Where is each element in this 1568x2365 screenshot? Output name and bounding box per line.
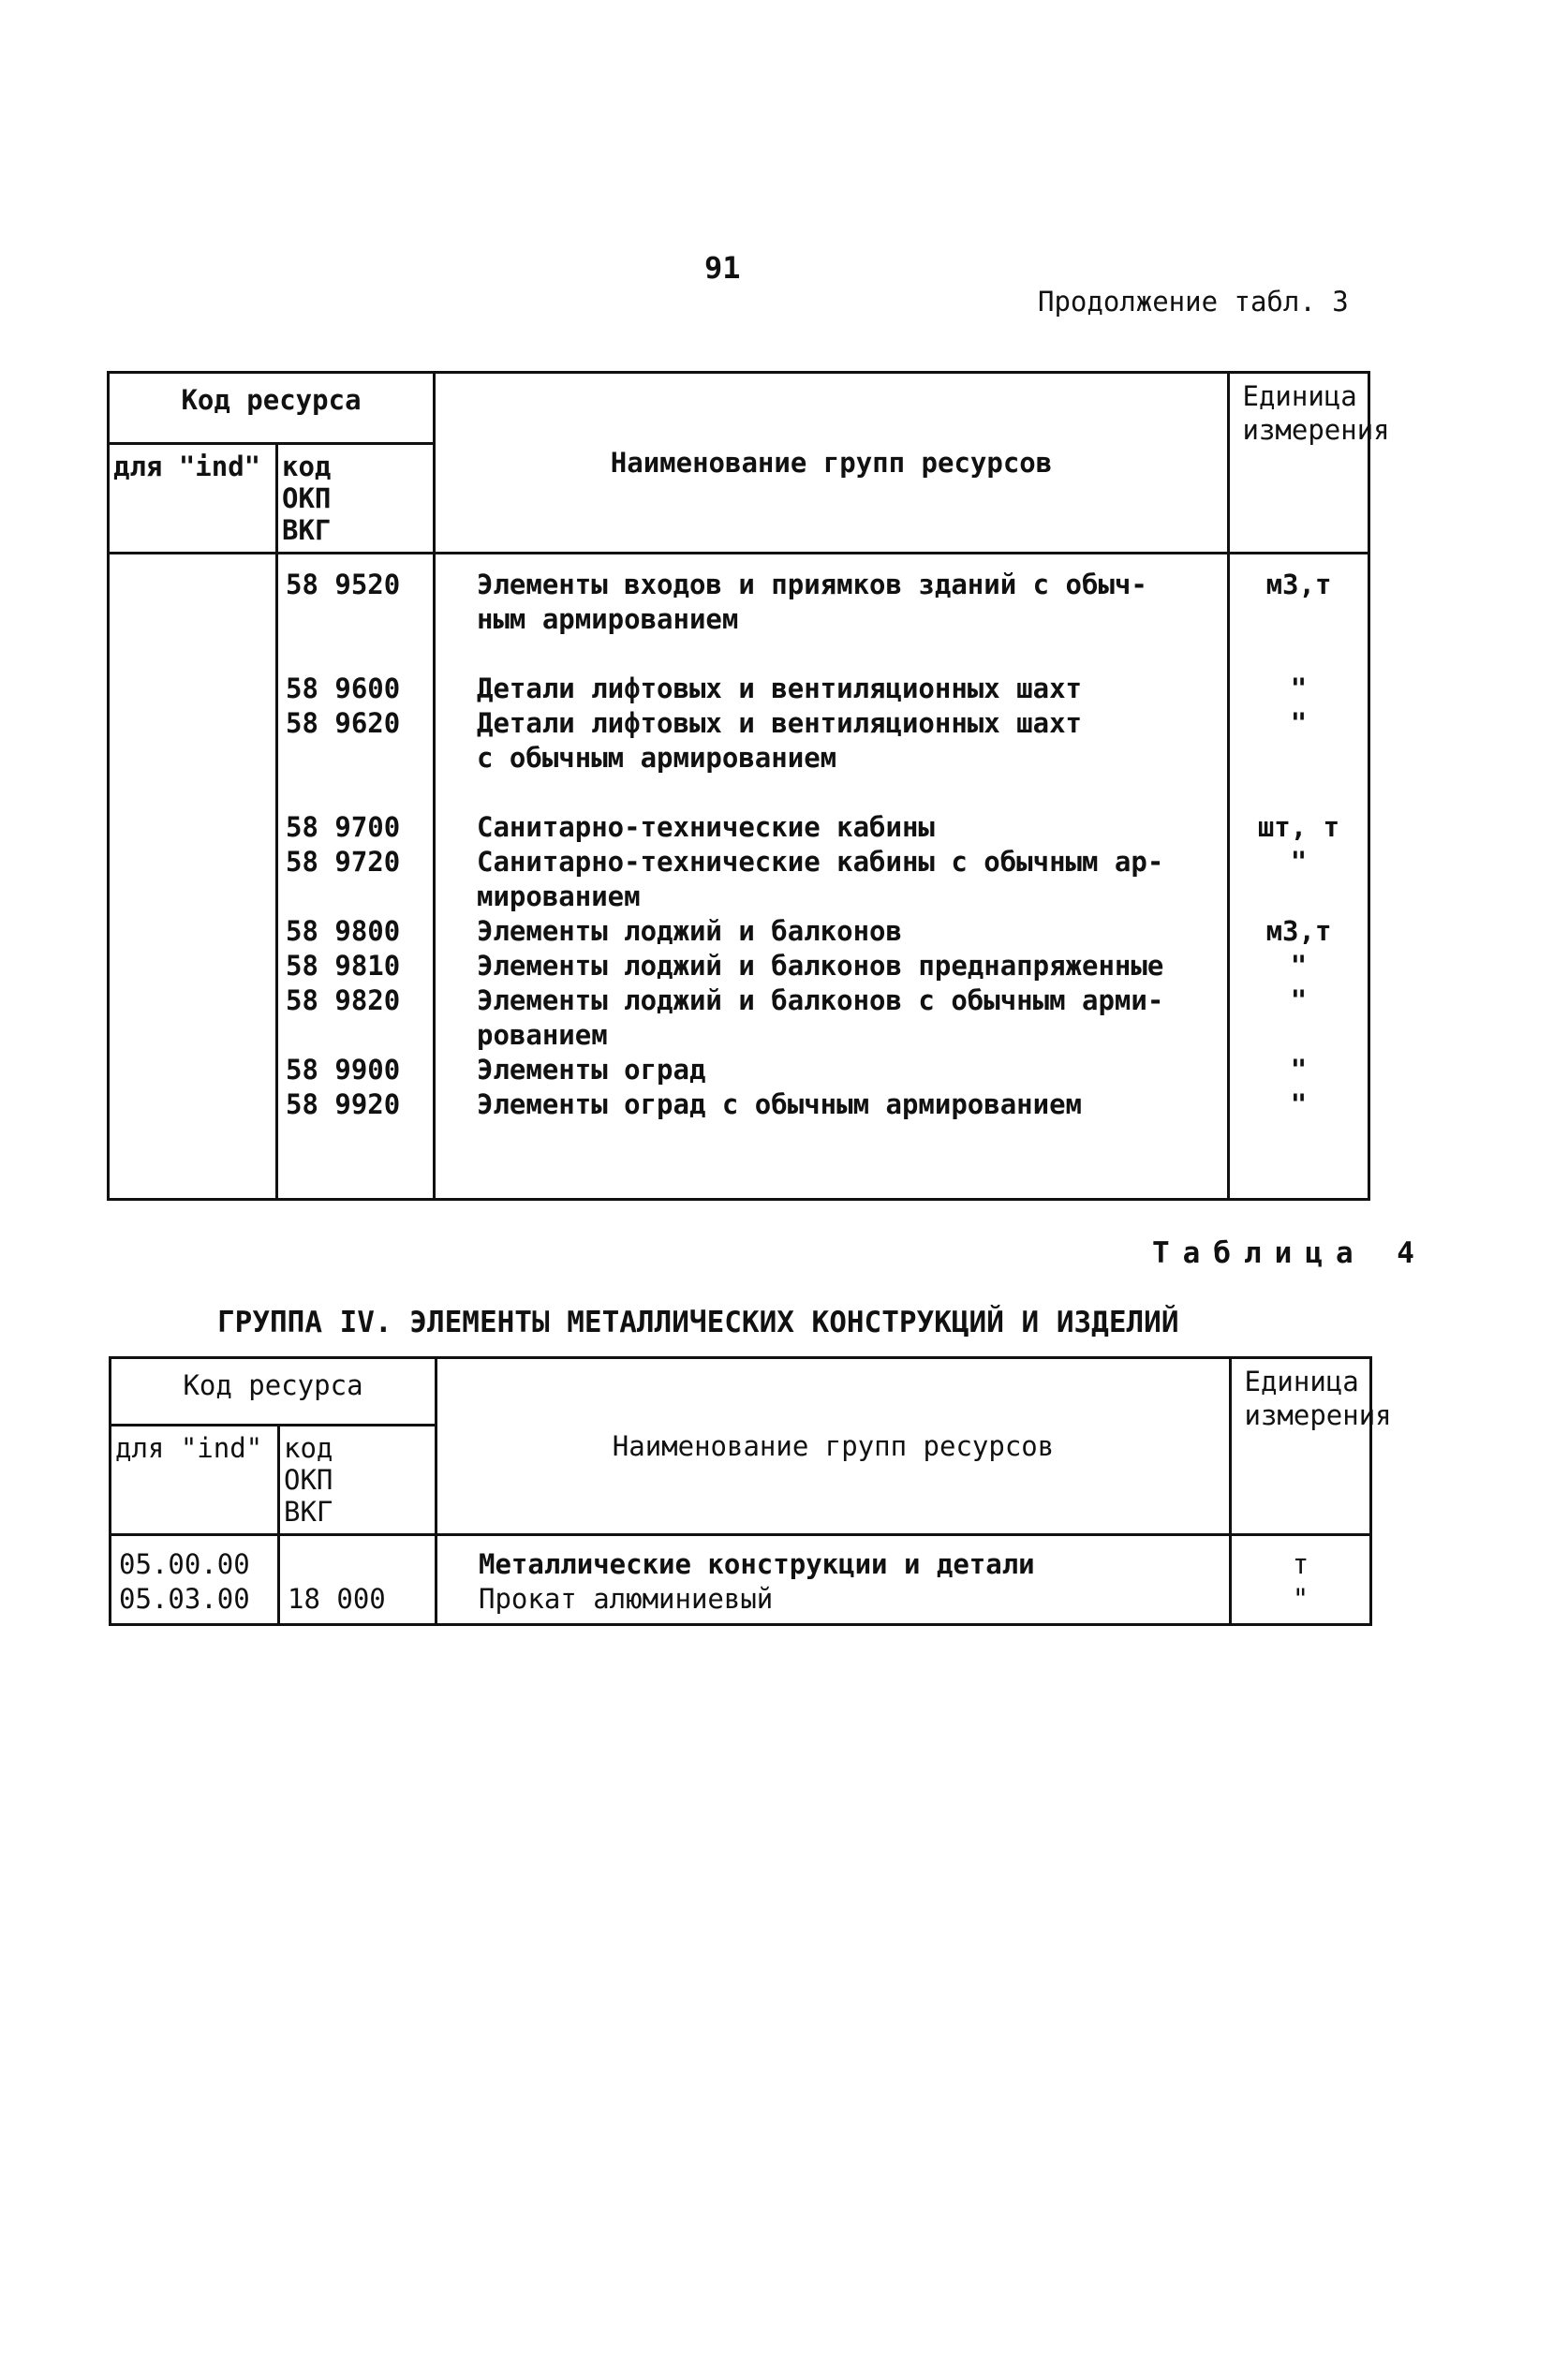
t3-unit-8: "	[1290, 846, 1308, 878]
t3-unit-11: "	[1290, 950, 1308, 982]
t3-code-12: 58 9820	[286, 984, 401, 1016]
t3-name-0: Элементы входов и приямков зданий с обыч-	[477, 569, 1147, 600]
table-3	[107, 371, 1390, 1201]
t3-code-8: 58 9720	[286, 846, 401, 878]
t4-header-unit-text: Единица измерения	[1244, 1366, 1392, 1431]
group-title: ГРУППА IV. ЭЛЕМЕНТЫ МЕТАЛЛИЧЕСКИХ КОНСТРУКЦИЙ И ИЗДЕЛИЙ	[217, 1306, 1179, 1339]
t4-ind-1: 05.03.00	[119, 1583, 250, 1615]
table-4	[109, 1356, 1392, 1626]
t3-name-7: Санитарно-технические кабины	[477, 811, 935, 843]
column-unit	[1229, 554, 1369, 1200]
t3-unit-0: м3,т	[1265, 569, 1332, 600]
t3-name-12: Элементы лоджий и балконов с обычным арми-	[477, 984, 1164, 1016]
header-okp-code-text: код ОКП ВКГ	[282, 451, 332, 546]
t3-name-4: Детали лифтовых и вентиляционных шахт	[477, 707, 1083, 739]
t3-code-0: 58 9520	[286, 569, 401, 600]
t3-name-11: Элементы лоджий и балконов преднапряженные	[477, 950, 1164, 982]
t4-column-okp-code	[279, 1535, 436, 1625]
t3-name-6	[436, 776, 1227, 810]
t4-code-0	[280, 1547, 435, 1582]
t4-unit-1: "	[1292, 1583, 1309, 1615]
t3-code-7: 58 9700	[286, 811, 401, 843]
header-for-ind: для "ind"	[109, 444, 277, 554]
t3-code-5	[278, 741, 433, 776]
t4-header-okp-code-text: код ОКП ВКГ	[284, 1432, 333, 1528]
t3-name-15: Элементы оград с обычным армированием	[477, 1088, 1083, 1120]
t4-column-unit	[1231, 1535, 1371, 1625]
t3-unit-14: "	[1290, 1054, 1308, 1086]
t4-name-0: Металлические конструкции и детали	[479, 1548, 1035, 1580]
t3-unit-5	[1230, 741, 1368, 776]
column-group-name	[435, 554, 1229, 1200]
t3-name-14: Элементы оград	[477, 1054, 706, 1086]
t4-unit-0: т	[1292, 1548, 1309, 1580]
t3-name-9: мированием	[477, 880, 641, 912]
t3-code-6	[278, 776, 433, 810]
t3-code-15: 58 9920	[286, 1088, 401, 1120]
t3-unit-1	[1230, 602, 1368, 637]
t4-ind-0: 05.00.00	[119, 1548, 250, 1580]
t3-name-2	[436, 637, 1227, 672]
t3-unit-7: шт, т	[1257, 811, 1340, 843]
page-number: 91	[704, 250, 741, 286]
t3-unit-13	[1230, 1018, 1368, 1053]
t4-name-1: Прокат алюминиевый	[479, 1583, 774, 1615]
column-okp-code	[277, 554, 435, 1200]
t4-header-okp-code	[279, 1426, 436, 1535]
t4-code-1: 18 000	[288, 1583, 386, 1615]
header-group-name: Наименование групп ресурсов	[435, 373, 1229, 554]
t3-name-1: ным армированием	[477, 603, 739, 635]
t3-code-14: 58 9900	[286, 1054, 401, 1086]
t4-header-for-ind: для "ind"	[111, 1426, 279, 1535]
t4-header-group-name: Наименование групп ресурсов	[436, 1358, 1231, 1535]
t3-unit-4: "	[1290, 707, 1308, 739]
t3-unit-3: "	[1290, 673, 1308, 704]
t3-code-3: 58 9600	[286, 673, 401, 704]
t3-unit-15: "	[1290, 1088, 1308, 1120]
t3-unit-9	[1230, 879, 1368, 914]
t3-unit-12: "	[1290, 984, 1308, 1016]
t4-column-for-ind	[111, 1535, 279, 1625]
t3-code-1	[278, 602, 433, 637]
t3-code-9	[278, 879, 433, 914]
t4-column-group-name	[436, 1535, 1231, 1625]
t3-code-13	[278, 1018, 433, 1053]
t3-name-10: Элементы лоджий и балконов	[477, 915, 902, 947]
column-for-ind	[109, 554, 277, 1200]
t3-name-5: с обычным армированием	[477, 742, 837, 774]
t3-code-2	[278, 637, 433, 672]
t3-code-11: 58 9810	[286, 950, 401, 982]
t3-unit-6	[1230, 776, 1368, 810]
t3-name-8: Санитарно-технические кабины с обычным ар-	[477, 846, 1164, 878]
t3-code-10: 58 9800	[286, 915, 401, 947]
t4-header-resource-code: Код ресурса	[111, 1358, 436, 1426]
t3-unit-10: м3,т	[1265, 915, 1332, 947]
header-okp-code	[277, 444, 435, 554]
continuation-label: Продолжение табл. 3	[1038, 286, 1349, 318]
header-resource-code: Код ресурса	[109, 373, 435, 444]
t3-name-3: Детали лифтовых и вентиляционных шахт	[477, 673, 1083, 704]
table-4-caption: Таблица 4	[1152, 1236, 1427, 1270]
header-unit-text: Единица измерения	[1242, 380, 1390, 446]
header-unit	[1229, 373, 1390, 554]
t4-header-unit	[1231, 1358, 1392, 1535]
t3-code-4: 58 9620	[286, 707, 401, 739]
t3-unit-2	[1230, 637, 1368, 672]
t3-name-13: рованием	[477, 1019, 608, 1051]
